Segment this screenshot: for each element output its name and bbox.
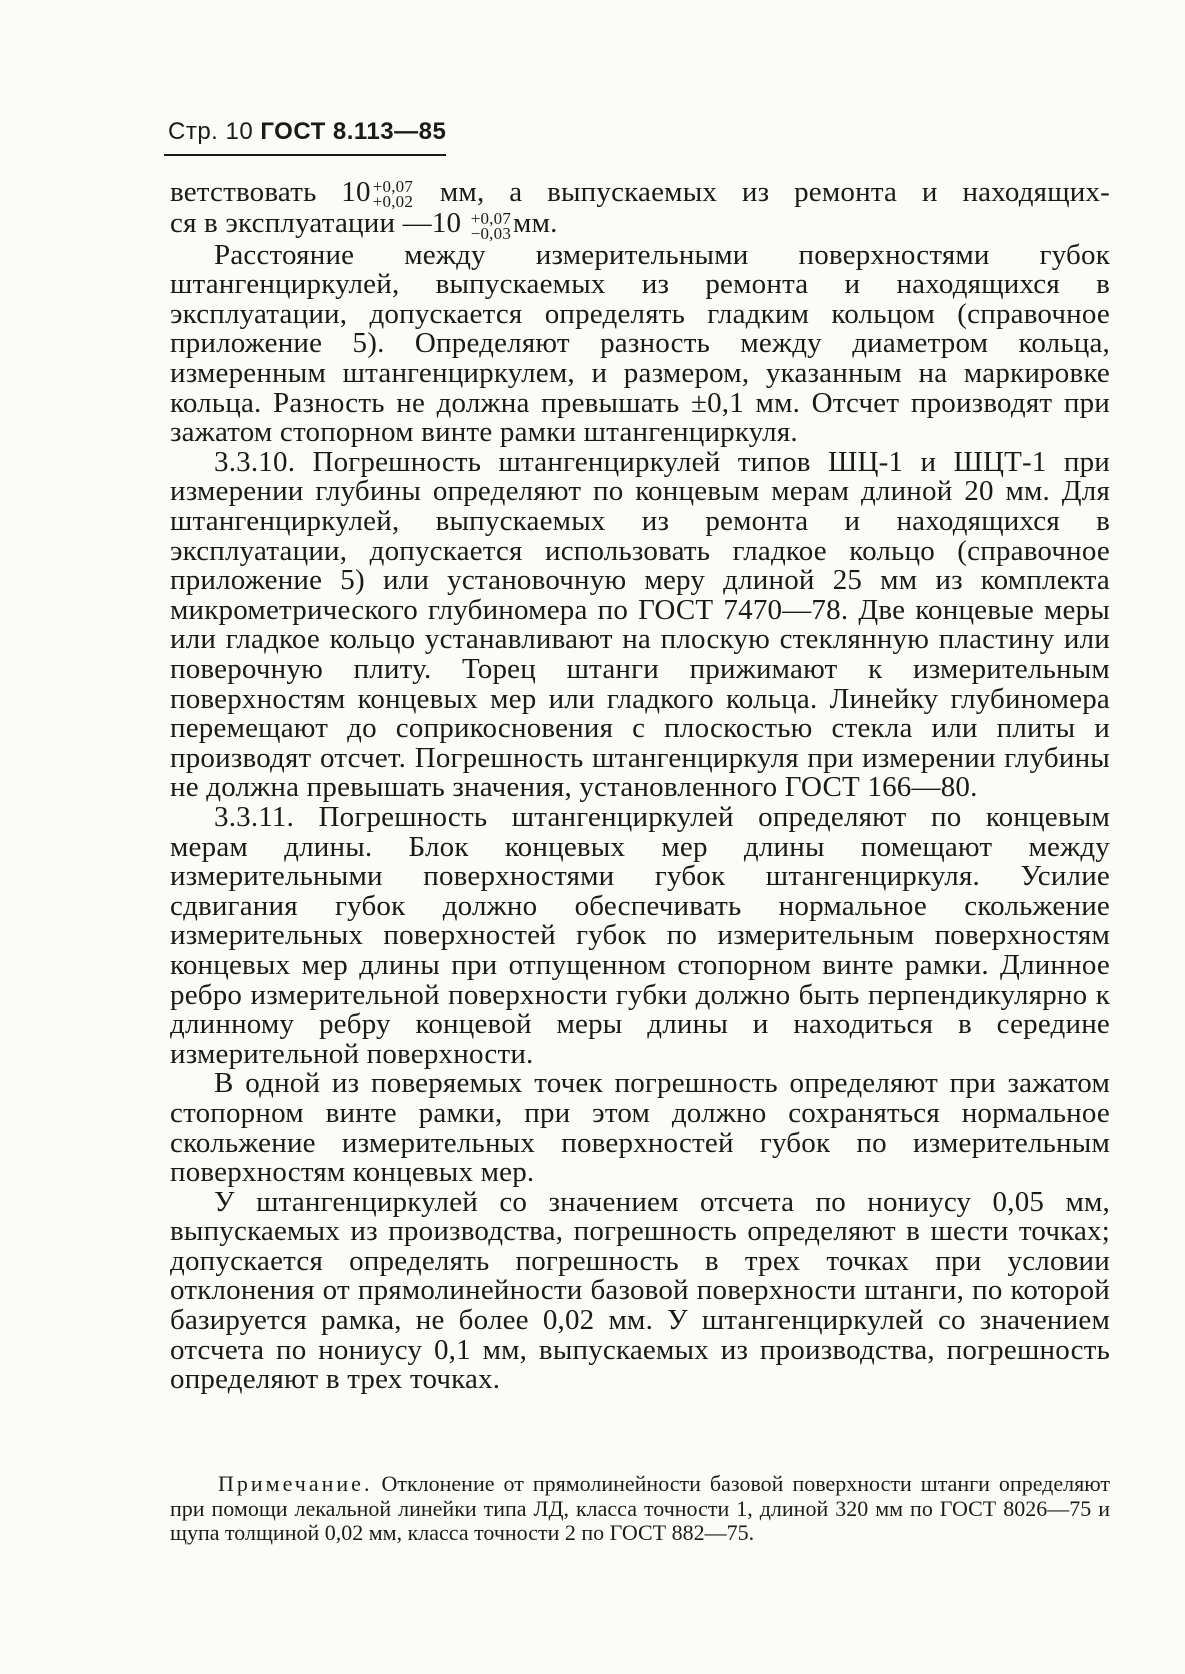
paragraph-locked-screw: В одной из поверяемых точек погрешность определяют при зажатом стопорном винте рамки, при этом должно сохраняться нормальное скольжение измерительных поверхностей губок по измерительным поверхностям концевых мер. bbox=[170, 1067, 1110, 1189]
header-rule bbox=[164, 154, 446, 156]
paragraph-ring-measurement: Расстояние между измерительными поверхностями губок штангенциркулей, выпускаемых из ремонта и находящихся в эксплуатации, допускается определять гладким кольцом (справочное приложение 5). Определяют разность между диаметром кольца, измеренным штангенциркулем, и размером, указанным на маркировке кольца. Разность не должна превышать ±0,1 мм. Отсчет производят при зажатом стопорном винте рамки штангенциркуля. bbox=[170, 238, 1110, 449]
paragraph-vernier-points: У штангенциркулей со значением отсчета по нониусу 0,05 мм, выпускаемых из производства, погрешность определяют в шести точках; допускается определять погрешность в трех точках при условии отклонения от прямолинейности базовой поверхности штанги, по которой базируется рамка, не более 0,02 мм. У штангенциркулей со значением отсчета по нониусу 0,1 мм, выпускаемых из производства, погрешность определяют в трех точках. bbox=[170, 1185, 1110, 1396]
continuation-line-2: ся в эксплуатации —10 +0,07 −0,03 мм. bbox=[170, 207, 558, 243]
document-body bbox=[170, 178, 1110, 1395]
note-block bbox=[170, 1472, 1110, 1546]
page-number-label: Стр. 10 bbox=[168, 118, 254, 145]
note-text: Отклонение от прямолинейности базовой поверхности штанги определяют при помощи лекальной линейки типа ЛД, класса точности 1, длиной 320 мм по ГОСТ 8026—75 и щупа толщиной 0,02 мм, класса точности 2 по ГОСТ 882—75. bbox=[170, 1471, 1110, 1545]
note-label: Примечание. bbox=[218, 1471, 373, 1496]
continuation-line-1: ветствовать 10 +0,07 +0,02 мм, а выпускаемых из ремонта и находящих- bbox=[170, 176, 1110, 212]
tolerance-2: +0,07 −0,03 bbox=[470, 208, 512, 243]
page-header bbox=[168, 118, 446, 146]
continuation-paragraph bbox=[170, 178, 1110, 241]
paragraph-3-3-11: 3.3.11. Погрешность штангенциркулей определяют по концевым мерам длины. Блок концевых мер длины помещают между измерительными поверхностями губок штангенциркуля. Усилие сдвигания губок должно обеспечивать нормальное скольжение измерительных поверхностей губок по измерительным поверхностям концевых мер длины при отпущенном стопорном винте рамки. Длинное ребро измерительной поверхности губки должно быть перпендикулярно к длинному ребру концевой меры длины и находиться в середине измерительной поверхности. bbox=[170, 800, 1110, 1070]
tolerance-1: +0,07 +0,02 bbox=[372, 177, 414, 212]
standard-code: ГОСТ 8.113—85 bbox=[260, 118, 447, 145]
paragraph-3-3-10: 3.3.10. Погрешность штангенциркулей типов ШЦ-1 и ШЦТ-1 при измерении глубины определяют по концевым мерам длиной 20 мм. Для штангенциркулей, выпускаемых из ремонта и находящихся в эксплуатации, допускается использовать гладкое кольцо (справочное приложение 5) или установочную меру длиной 25 мм из комплекта микрометрического глубиномера по ГОСТ 7470—78. Две концевые меры или гладкое кольцо устанавливают на плоскую стеклянную пластину или поверочную плиту. Торец штанги прижимают к измерительным поверхностям концевых мер или гладкого кольца. Линейку глубиномера перемещают до соприкосновения с плоскостью стекла или плиты и производят отсчет. Погрешность штангенциркуля при измерении глубины не должна превышать значения, установленного ГОСТ 166—80. bbox=[170, 445, 1110, 804]
